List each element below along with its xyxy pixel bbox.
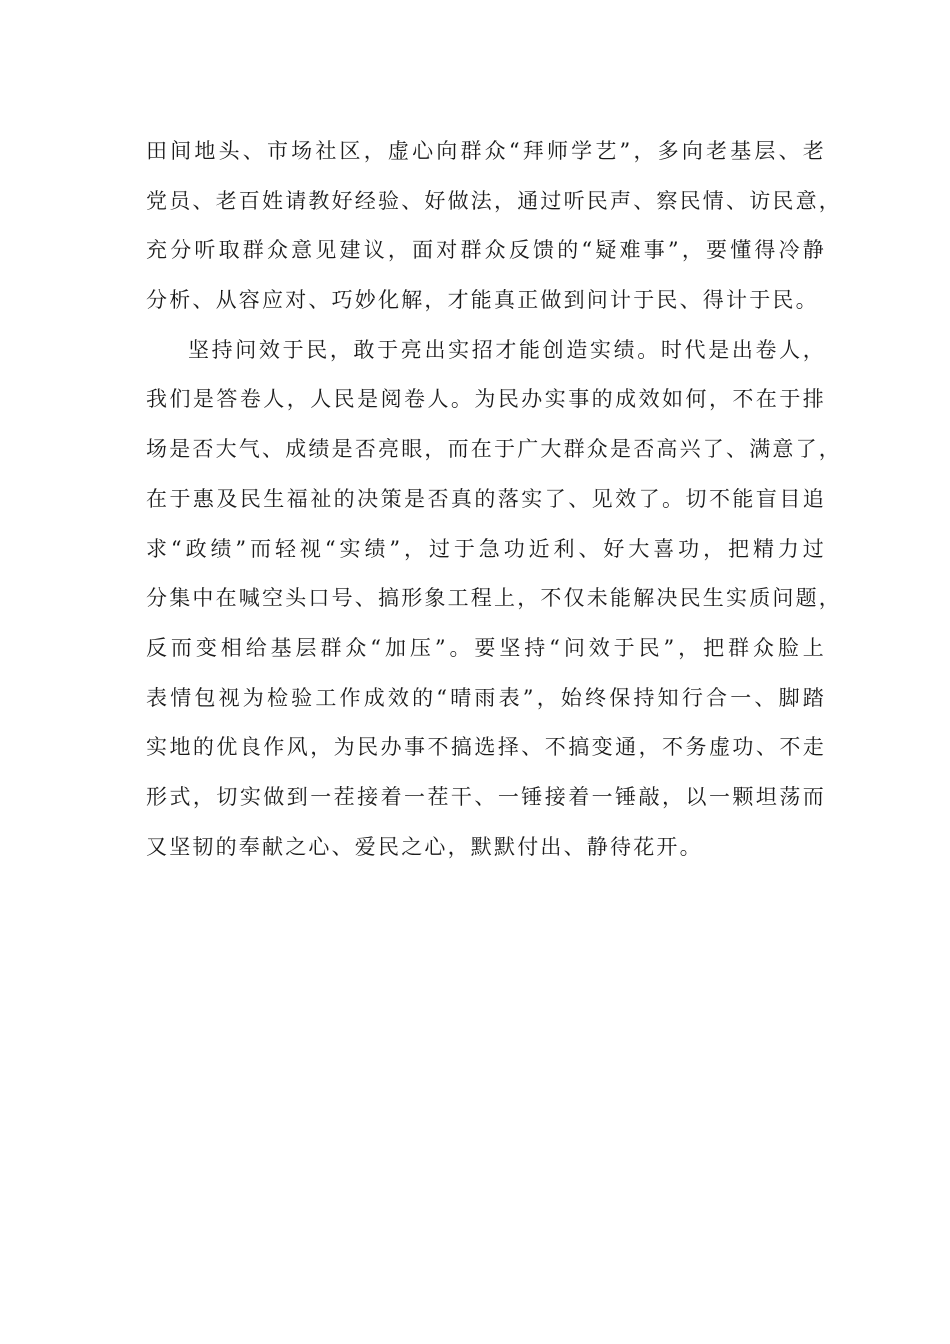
body-text (146, 127, 842, 872)
paragraph-first-line: 坚持问效于民，敢于亮出实招才能创造实绩。时代是出卷人， (188, 337, 826, 362)
text-line: 场是否大气、成绩是否亮眼，而在于广大群众是否高兴了、满意了， (146, 437, 842, 462)
text-line: 分析、从容应对、巧妙化解，才能真正做到问计于民、得计于民。 (146, 288, 819, 313)
text-line: 求“政绩”而轻视“实绩”，过于急功近利、好大喜功，把精力过 (146, 536, 826, 561)
text-line: 党员、老百姓请教好经验、好做法，通过听民声、察民情、访民意， (146, 188, 842, 213)
text-line: 表情包视为检验工作成效的“晴雨表”，始终保持知行合一、脚踏 (146, 685, 826, 710)
text-line: 形式，切实做到一茬接着一茬干、一锤接着一锤敲，以一颗坦荡而 (146, 784, 826, 809)
text-line: 我们是答卷人，人民是阅卷人。为民办实事的成效如何，不在于排 (146, 387, 826, 412)
text-line: 反而变相给基层群众“加压”。要坚持“问效于民”，把群众脸上 (146, 635, 826, 660)
text-line: 田间地头、市场社区，虚心向群众“拜师学艺”，多向老基层、老 (146, 139, 826, 163)
text-line: 实地的优良作风，为民办事不搞选择、不搞变通，不务虚功、不走 (146, 735, 826, 760)
text-line: 又坚韧的奉献之心、爱民之心，默默付出、静待花开。 (146, 834, 703, 859)
text-line: 在于惠及民生福祉的决策是否真的落实了、见效了。切不能盲目追 (146, 486, 826, 511)
text-line: 分集中在喊空头口号、搞形象工程上，不仅未能解决民生实质问题， (146, 586, 842, 611)
text-line: 充分听取群众意见建议，面对群众反馈的“疑难事”，要懂得冷静 (146, 238, 826, 263)
